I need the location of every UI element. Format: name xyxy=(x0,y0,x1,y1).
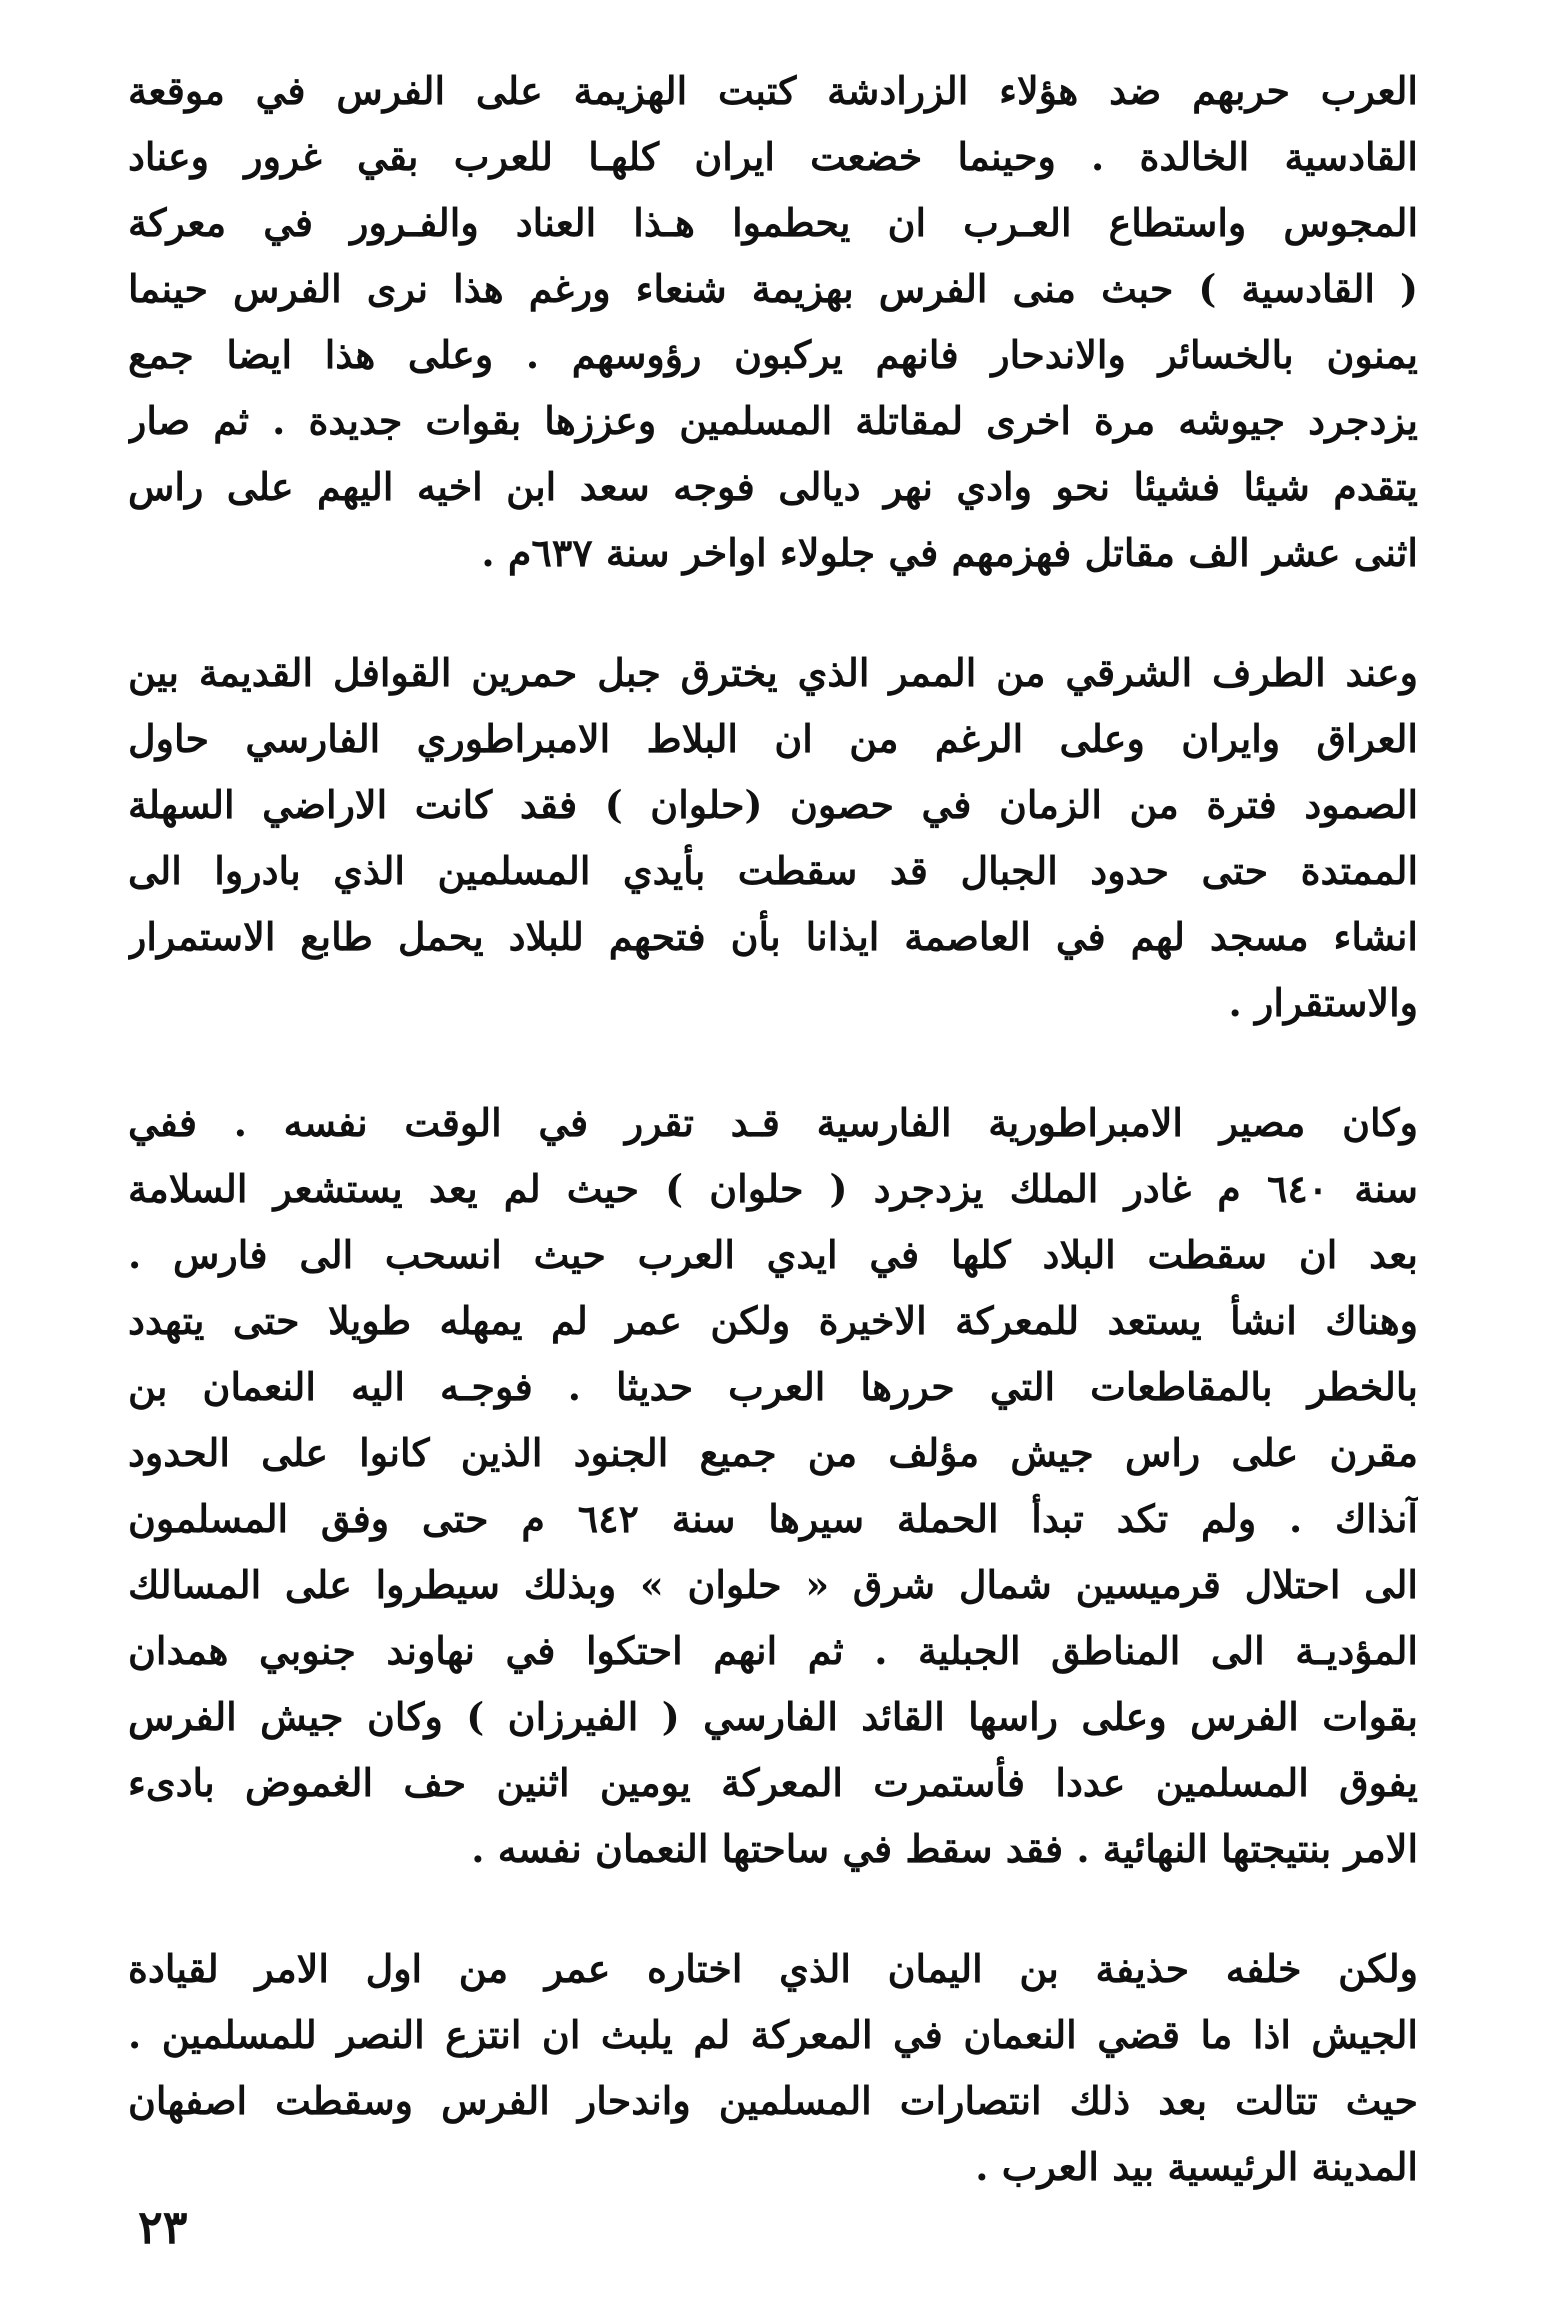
text-line: آنذاك . ولم تكد تبدأ الحملة سيرها سنة ٦٤٢ م حتى وفق المسلمون xyxy=(128,1496,1418,1541)
text-line: الممتدة حتى حدود الجبال قد سقطت بأيدي المسلمين الذي بادروا الى xyxy=(128,848,1418,893)
text-line: مقرن على راس جيش مؤلف من جميع الجنود الذين كانوا على الحدود xyxy=(128,1430,1418,1475)
text-line: الامر بنتيجتها النهائية . فقد سقط في ساحتها النعمان نفسه . xyxy=(471,1826,1418,1871)
paragraph-2 xyxy=(128,640,1418,1036)
text-line: سنة ٦٤٠ م غادر الملك يزدجرد ( حلوان ) حيث لم يعد يستشعر السلامة xyxy=(128,1166,1418,1211)
text-line: بعد ان سقطت البلاد كلها في ايدي العرب حيث انسحب الى فارس . xyxy=(128,1232,1418,1277)
paragraph-3 xyxy=(128,1090,1418,1882)
text-line: ولكن خلفه حذيفة بن اليمان الذي اختاره عمر من اول الامر لقيادة xyxy=(128,1946,1418,1991)
paragraph-1 xyxy=(128,58,1418,586)
text-line: وعند الطرف الشرقي من الممر الذي يخترق جبل حمرين القوافل القديمة بين xyxy=(128,650,1418,695)
text-line: يمنون بالخسائر والاندحار فانهم يركبون رؤوسهم . وعلى هذا ايضا جمع xyxy=(128,332,1418,377)
text-line: العرب حربهم ضد هؤلاء الزرادشة كتبت الهزيمة على الفرس في موقعة xyxy=(128,68,1418,113)
text-line: وكان مصير الامبراطورية الفارسية قـد تقرر في الوقت نفسه . ففي xyxy=(128,1100,1418,1145)
text-line: بالخطر بالمقاطعات التي حررها العرب حديثا . فوجـه اليه النعمان بن xyxy=(128,1364,1418,1409)
text-line: القادسية الخالدة . وحينما خضعت ايران كلهـا للعرب بقي غرور وعناد xyxy=(128,134,1418,179)
text-line: بقوات الفرس وعلى راسها القائد الفارسي ( الفيرزان ) وكان جيش الفرس xyxy=(128,1694,1418,1739)
text-line: انشاء مسجد لهم في العاصمة ايذانا بأن فتحهم للبلاد يحمل طابع الاستمرار xyxy=(128,914,1418,959)
text-line: الجيش اذا ما قضي النعمان في المعركة لم يلبث ان انتزع النصر للمسلمين . xyxy=(128,2012,1418,2057)
text-line: حيث تتالت بعد ذلك انتصارات المسلمين واندحار الفرس وسقطت اصفهان xyxy=(128,2078,1418,2123)
text-line: الصمود فترة من الزمان في حصون (حلوان ) فقد كانت الاراضي السهلة xyxy=(128,782,1418,827)
page-number: ٢٣ xyxy=(138,2200,188,2254)
text-line: يزدجرد جيوشه مرة اخرى لمقاتلة المسلمين وعززها بقوات جديدة . ثم صار xyxy=(128,398,1418,443)
text-line: الى احتلال قرميسين شمال شرق « حلوان » وبذلك سيطروا على المسالك xyxy=(128,1562,1418,1607)
text-line: العراق وايران وعلى الرغم من ان البلاط الامبراطوري الفارسي حاول xyxy=(128,716,1418,761)
text-line: المؤديـة الى المناطق الجبلية . ثم انهم احتكوا في نهاوند جنوبي همدان xyxy=(128,1628,1418,1673)
page-text xyxy=(128,58,1418,2254)
text-line: يتقدم شيئا فشيئا نحو وادي نهر ديالى فوجه سعد ابن اخيه اليهم على راس xyxy=(128,464,1418,509)
text-line: وهناك انشأ يستعد للمعركة الاخيرة ولكن عمر لم يمهله طويلا حتى يتهدد xyxy=(128,1298,1418,1343)
text-line: المجوس واستطاع العـرب ان يحطموا هـذا العناد والفـرور في معركة xyxy=(128,200,1418,245)
text-line: المدينة الرئيسية بيد العرب . xyxy=(975,2144,1418,2189)
text-line: والاستقرار . xyxy=(1228,980,1418,1025)
text-line: ( القادسية ) حبث منى الفرس بهزيمة شنعاء ورغم هذا نرى الفرس حينما xyxy=(128,266,1418,311)
paragraph-4 xyxy=(128,1936,1418,2200)
text-line: اثنى عشر الف مقاتل فهزمهم في جلولاء اواخر سنة ٦٣٧م . xyxy=(481,530,1418,575)
text-line: يفوق المسلمين عددا فأستمرت المعركة يومين اثنين حف الغموض بادىء xyxy=(128,1760,1418,1805)
